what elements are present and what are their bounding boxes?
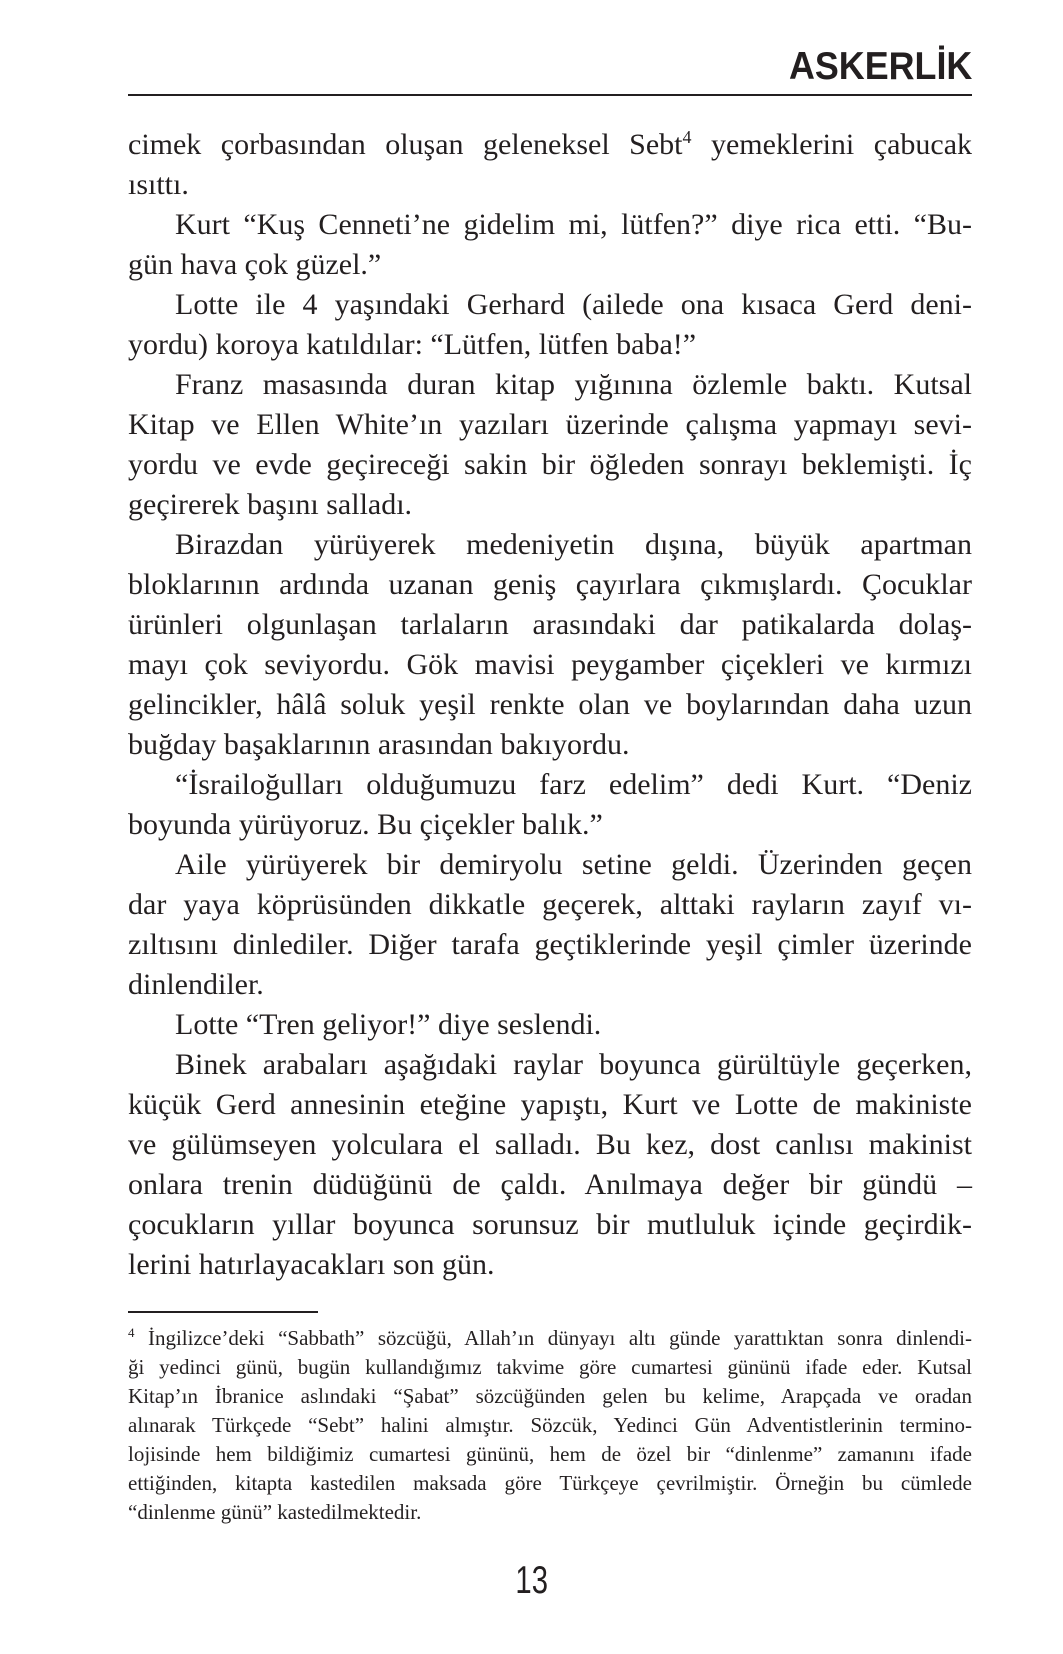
body-line: dar yaya köprüsünden dikkatle geçerek, alttaki rayların zayıf vı- — [128, 888, 972, 921]
paragraph — [128, 1005, 972, 1045]
paragraph — [128, 205, 972, 285]
footnote-line: ettiğinden, kitapta kastedilen maksada göre Türkçeye çevrilmiştir. Örneğin bu cümlede — [128, 1471, 972, 1495]
paragraph — [128, 365, 972, 525]
body-line: zıltısını dinlediler. Diğer tarafa geçtiklerinde yeşil çimler üzerinde — [128, 928, 972, 961]
running-header: ASKERLİK — [788, 45, 972, 88]
body-line: buğday başaklarının arasından bakıyordu. — [128, 728, 630, 761]
body-line: lerini hatırlayacakları son gün. — [128, 1248, 495, 1281]
body-line: yordu) koroya katıldılar: “Lütfen, lütfen baba!” — [128, 328, 697, 361]
footnote-line — [128, 1324, 972, 1353]
footnote-line: lojisinde hem bildiğimiz cumartesi gününü, hem de özel bir “dinlenme” zamanını ifade — [128, 1442, 972, 1466]
body-line: ısıttı. — [128, 168, 189, 201]
body-line: Kitap ve Ellen White’ın yazıları üzerinde çalışma yapmayı sevi- — [128, 408, 972, 441]
body-line: yordu ve evde geçireceği sakin bir öğleden sonrayı beklemişti. İç — [128, 448, 972, 481]
body-line: gün hava çok güzel.” — [128, 248, 382, 281]
footnote-separator — [128, 1311, 318, 1313]
body-line: gelincikler, hâlâ soluk yeşil renkte olan ve boylarından daha uzun — [128, 688, 972, 721]
paragraph — [128, 845, 972, 1005]
paragraph — [128, 765, 972, 845]
footnote-line: Kitap’ın İbranice aslındaki “Şabat” sözcüğünden gelen bu kelime, Arapçada ve oradan — [128, 1384, 972, 1408]
body-line: “İsrailoğulları olduğumuzu farz edelim” dedi Kurt. “Deniz — [175, 768, 972, 801]
footnote-reference: 4 — [682, 127, 692, 147]
body-line: küçük Gerd annesinin eteğine yapıştı, Kurt ve Lotte de makiniste — [128, 1088, 972, 1121]
body-line: Birazdan yürüyerek medeniyetin dışına, büyük apartman — [175, 528, 972, 561]
body-line-text: yemeklerini çabucak — [710, 128, 973, 161]
body-line: Lotte ile 4 yaşındaki Gerhard (ailede ona kısaca Gerd deni- — [175, 288, 972, 321]
body-line: onlara trenin düdüğünü de çaldı. Anılmaya değer bir gündü – — [128, 1168, 972, 1201]
body-line: dinlendiler. — [128, 968, 264, 1001]
body-line: boyunda yürüyoruz. Bu çiçekler balık.” — [128, 808, 603, 841]
body-line: çocukların yıllar boyunca sorunsuz bir mutluluk içinde geçirdik- — [128, 1208, 972, 1241]
body-line: mayı çok seviyordu. Gök mavisi peygamber çiçekleri ve kırmızı — [128, 648, 972, 681]
body-text — [128, 125, 972, 1285]
page-footer — [0, 1561, 1063, 1600]
body-line — [128, 125, 972, 165]
footnote-line: ği yedinci günü, bugün kullandığımız takvime göre cumartesi gününü ifade eder. Kutsal — [128, 1355, 972, 1379]
footnote-marker: 4 — [128, 1325, 135, 1340]
page-number: 13 — [515, 1559, 548, 1602]
footnote-line-text: İngilizce’deki “Sabbath” sözcüğü, Allah’ın dünyayı altı günde yarattıktan sonra dinlendi- — [147, 1326, 972, 1350]
body-line: ürünleri olgunlaşan tarlaların arasındaki dar patikalarda dolaş- — [128, 608, 972, 641]
header-rule — [128, 94, 972, 96]
paragraph — [128, 1045, 972, 1285]
body-line: ve gülümseyen yolculara el salladı. Bu kez, dost canlısı makinist — [128, 1128, 972, 1161]
footnote-line: alınarak Türkçede “Sebt” halini almıştır. Sözcük, Yedinci Gün Adventistlerinin termino- — [128, 1413, 972, 1437]
body-line: Aile yürüyerek bir demiryolu setine geldi. Üzerinden geçen — [175, 848, 972, 881]
body-line: Binek arabaları aşağıdaki raylar boyunca gürültüyle geçerken, — [175, 1048, 972, 1081]
body-line: bloklarının ardında uzanan geniş çayırlara çıkmışlardı. Çocuklar — [128, 568, 972, 601]
paragraph — [128, 525, 972, 765]
paragraph — [128, 285, 972, 365]
body-line: geçirerek başını salladı. — [128, 488, 413, 521]
body-line: Lotte “Tren geliyor!” diye seslendi. — [175, 1008, 602, 1041]
paragraph — [128, 125, 972, 205]
body-line-text: cimek çorbasından oluşan geleneksel Sebt — [128, 128, 683, 161]
footnote-line: “dinlenme günü” kastedilmektedir. — [128, 1500, 422, 1524]
body-line: Kurt “Kuş Cenneti’ne gidelim mi, lütfen?” diye rica etti. “Bu- — [175, 208, 972, 241]
body-line: Franz masasında duran kitap yığınına özlemle baktı. Kutsal — [175, 368, 972, 401]
footnote — [128, 1324, 972, 1527]
